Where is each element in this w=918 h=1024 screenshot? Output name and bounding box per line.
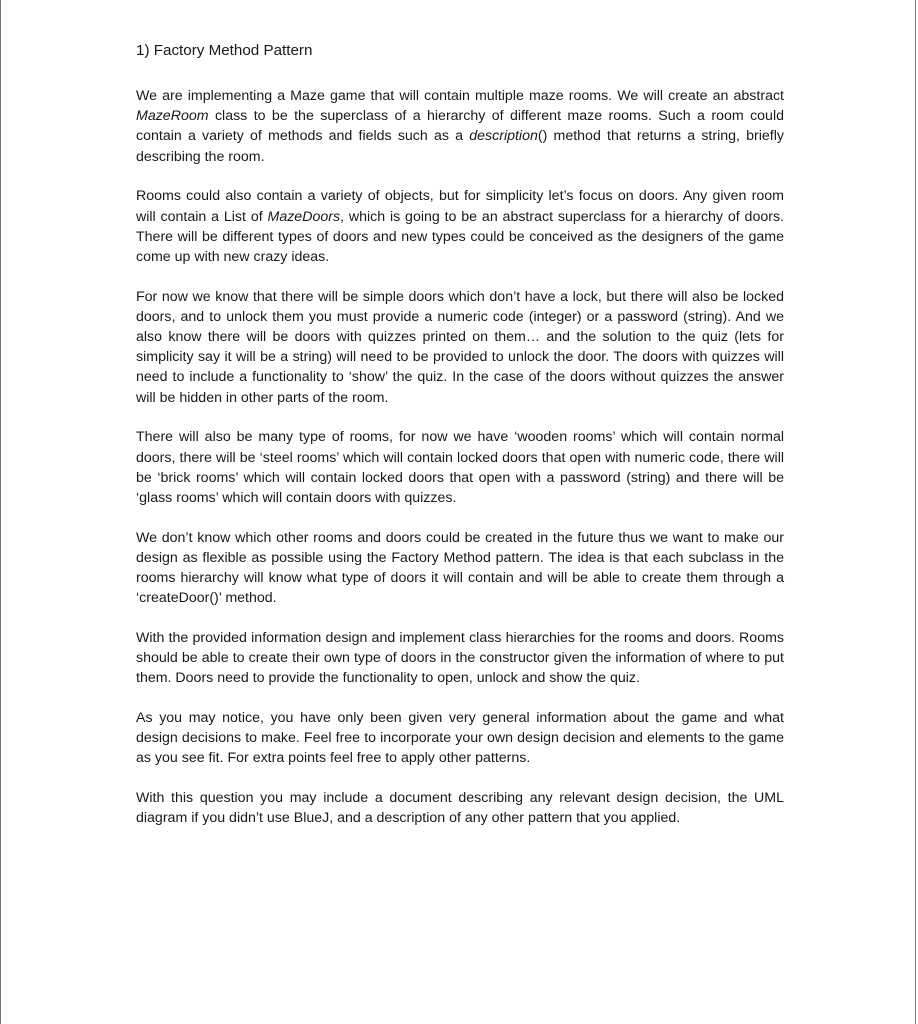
paragraph-design-freedom [136, 708, 784, 769]
text-run: class to be the superclass of a hierarchy of different maze rooms. Such a room could contain a variety of methods and fields such as a [136, 108, 784, 145]
paragraph-room-types [136, 427, 784, 508]
text-run-italic: description [469, 128, 538, 145]
paragraph-factory-method [136, 528, 784, 609]
text-run-italic: MazeRoom [136, 108, 209, 125]
text-run: As you may notice, you have only been given very general information about the game and what design decisions to make. Feel free to incorporate your own design decision and elements to the game as you see fit. For extra points feel free to apply other patterns. [136, 710, 784, 767]
text-run: () method that returns a string, briefly describing the room. [136, 128, 784, 165]
paragraph-maze-doors [136, 186, 784, 267]
text-run: With this question you may include a document describing any relevant design decision, the UML diagram if you didn’t use BlueJ, and a description of any other pattern that you applied. [136, 790, 784, 827]
text-run: Rooms could also contain a variety of objects, but for simplicity let’s focus on doors. Any given room will contain a List of [136, 188, 784, 225]
document-body [136, 40, 784, 848]
text-run: There will also be many type of rooms, for now we have ‘wooden rooms’ which will contain normal doors, there will be ‘steel rooms’ which will contain locked doors that open with numeric code, there will be ‘brick rooms’ which will contain locked doors that open with a password (string) and there will be ‘glass rooms’ which will contain doors with quizzes. [136, 429, 784, 506]
text-run: With the provided information design and implement class hierarchies for the rooms and doors. Rooms should be able to create their own type of doors in the constructor given the information of where to put them. Doors need to provide the functionality to open, unlock and show the quiz. [136, 629, 784, 687]
text-run: , which is going to be an abstract superclass for a hierarchy of doors. There will be different types of doors and new types could be conceived as the designers of the game come up with new crazy ideas. [136, 208, 784, 265]
paragraph-maze-room [136, 86, 784, 167]
paragraph-door-types [136, 287, 784, 408]
paragraph-deliverables [136, 788, 784, 828]
text-run-italic: MazeDoors [267, 208, 341, 225]
text-run: We don’t know which other rooms and doors could be created in the future thus we want to make our design as flexible as possible using the Factory Method pattern. The idea is that each subclass in the rooms hierarchy will know what type of doors it will contain and will be able to create them through a ‘createDoor()’ method. [136, 529, 784, 607]
text-run: We are implementing a Maze game that will contain multiple maze rooms. We will create an abstract [136, 88, 784, 104]
section-heading: 1) Factory Method Pattern [136, 42, 313, 59]
text-run: For now we know that there will be simple doors which don’t have a lock, but there will also be locked doors, and to unlock them you must provide a numeric code (integer) or a password (string). And we also know there will be doors with quizzes printed on them… and the solution to the quiz (lets for simplicity say it will be a string) will need to be provided to unlock the door. The doors with quizzes will need to include a functionality to ‘show’ the quiz. In the case of the doors without quizzes the answer will be hidden in other parts of the room. [136, 288, 784, 406]
paragraph-task [136, 628, 784, 689]
